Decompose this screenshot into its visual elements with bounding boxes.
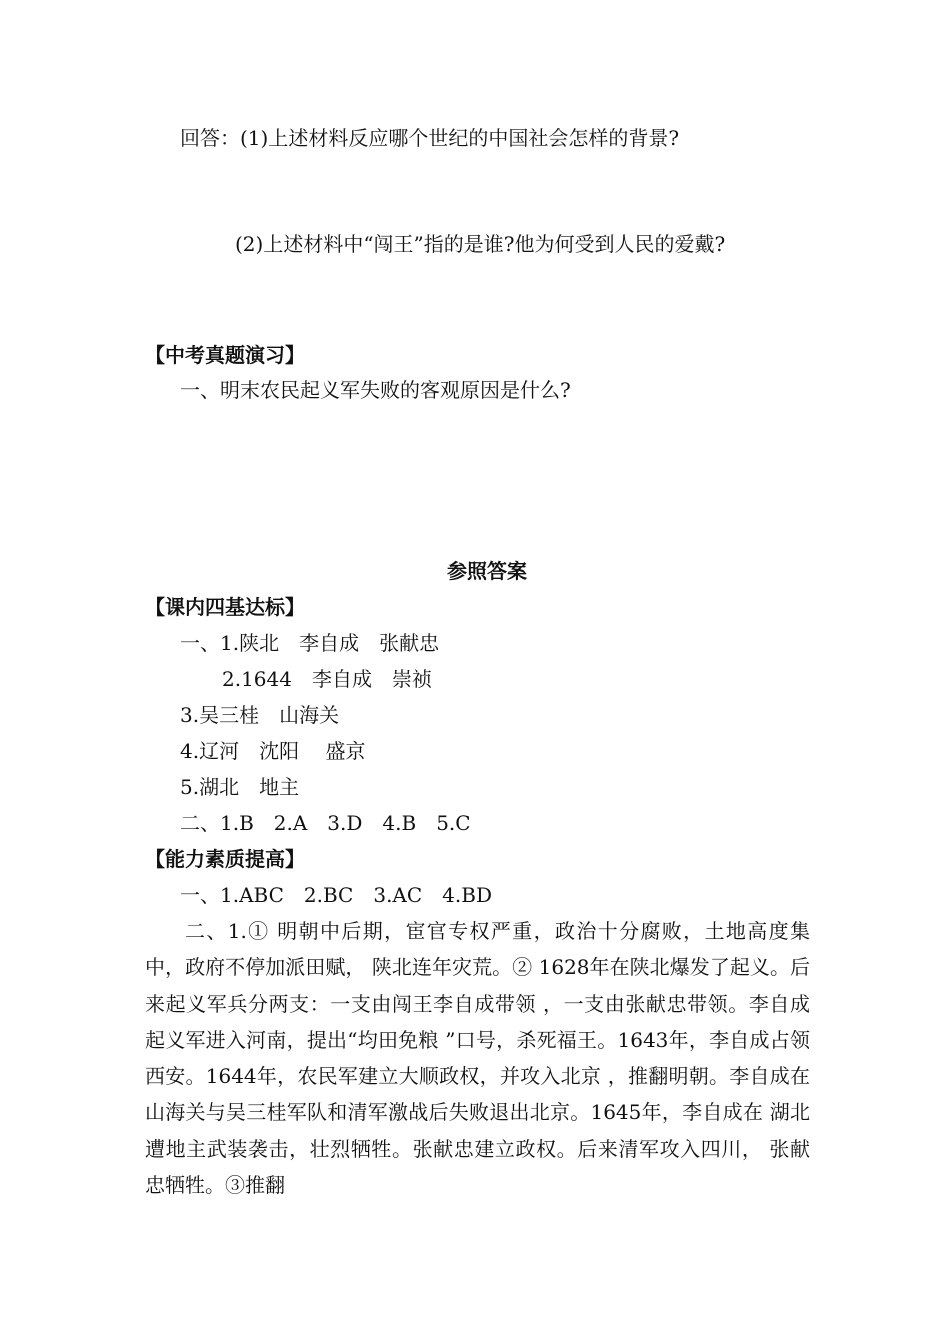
section1-line: 5.湖北 地主 (180, 775, 300, 799)
section2-answer-paragraph: 二、1.① 明朝中后期，宦官专权严重，政治十分腐败，土地高度集中，政府不停加派田赋， 陕北连年灾荒。② 1628年在陕北爆发了起义。后来起义军兵分两支：一支由闯王李自成带领 ，一支由张献忠带领。李自成起义军进入河南，提出“均田免粮 ”口号，杀死福王。1643年，李自成占领西安。1644年，农民军建立大顺政权，并攻入北京 ，推翻明朝。李自成在山海关与吴三桂军队和清军激战后失败退出北京。1645年，李自成在 湖北遭地主武装袭击，壮烈牺牲。张献忠建立政权。后来清军攻入四川， 张献忠牺牲。③推翻 (145, 919, 810, 1198)
answers-title: 参照答案 (447, 559, 527, 583)
exam-section-heading: 【中考真题演习】 (145, 343, 305, 367)
section2-line-1: 一、1.ABC 2.BC 3.AC 4.BD (180, 883, 492, 907)
question-part-1: 回答：(1)上述材料反应哪个世纪的中国社会怎样的背景? (180, 126, 680, 150)
section1-line: 二、1.B 2.A 3.D 4.B 5.C (180, 811, 471, 835)
section1-heading: 【课内四基达标】 (145, 595, 305, 619)
section1-line: 3.吴三桂 山海关 (180, 703, 340, 727)
question-part-2: (2)上述材料中“闯王”指的是谁?他为何受到人民的爱戴? (235, 232, 726, 256)
section1-line: 4.辽河 沈阳 盛京 (180, 739, 366, 763)
section1-line: 一、1.陕北 李自成 张献忠 (180, 631, 440, 655)
section2-heading: 【能力素质提高】 (145, 847, 305, 871)
exam-question-1: 一、明末农民起义军失败的客观原因是什么? (180, 378, 571, 402)
section1-line: 2.1644 李自成 崇祯 (222, 667, 432, 691)
